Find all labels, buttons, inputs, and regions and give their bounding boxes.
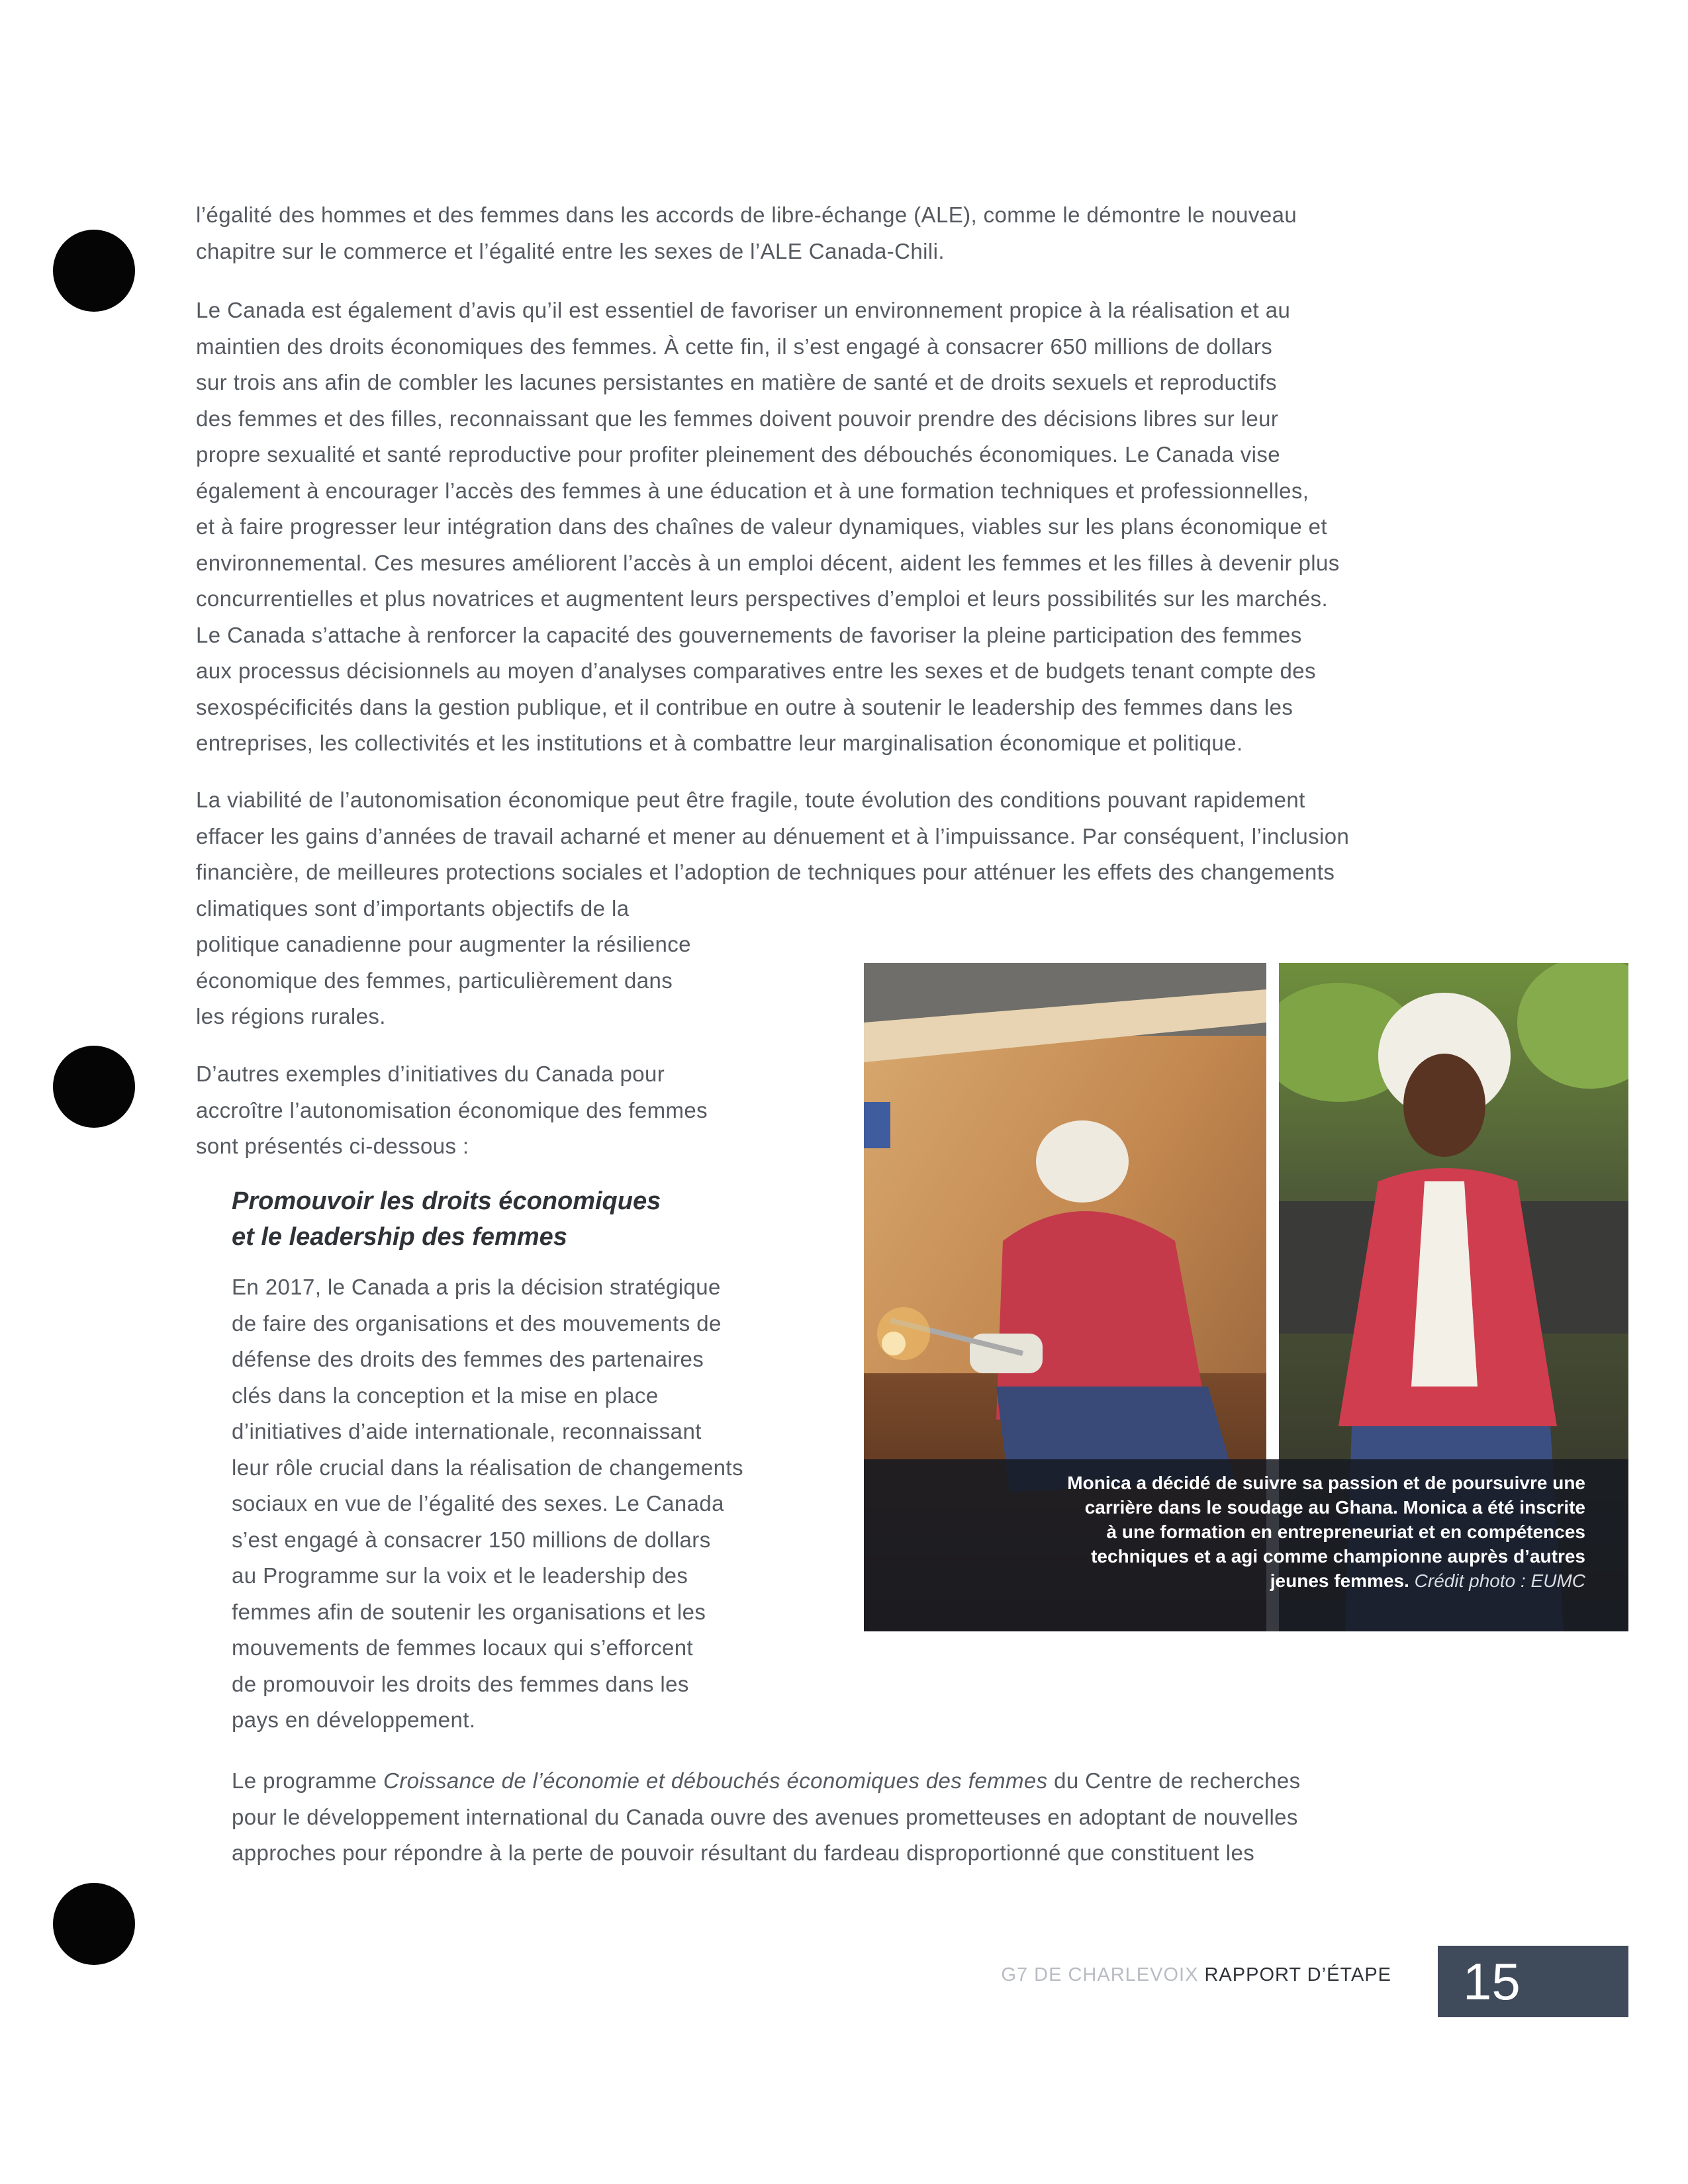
- paragraph-economic-rights: [196, 293, 1340, 762]
- text-line: clés dans la conception et la mise en place: [232, 1383, 659, 1408]
- binder-hole-middle: [53, 1046, 135, 1128]
- page-number: 15: [1463, 1952, 1521, 2011]
- text-line: des femmes et des filles, reconnaissant que les femmes doivent pouvoir prendre des décisions libres sur leur: [196, 406, 1279, 431]
- text-line: chapitre sur le commerce et l’égalité entre les sexes de l’ALE Canada-Chili.: [196, 238, 945, 263]
- text-line: s’est engagé à consacrer 150 millions de dollars: [232, 1527, 711, 1552]
- text-line: Le programme Croissance de l’économie et débouchés économiques des femmes du Centre de recherches: [232, 1768, 1301, 1793]
- binder-hole-bottom: [53, 1883, 135, 1965]
- footer-title: RAPPORT D’ÉTAPE: [1204, 1964, 1391, 1985]
- text-line: et à faire progresser leur intégration dans des chaînes de valeur dynamiques, viables sur les plans économique et: [196, 514, 1327, 539]
- text-line: leur rôle crucial dans la réalisation de changements: [232, 1455, 743, 1480]
- footer-report-title: [1001, 1964, 1391, 1986]
- text-line: sur trois ans afin de combler les lacunes persistantes en matière de santé et de droits sexuels et reproductifs: [196, 370, 1277, 394]
- footer-series: G7 DE CHARLEVOIX: [1001, 1964, 1199, 1985]
- text-line: financière, de meilleures protections sociales et l’adoption de techniques pour atténuer les effets des changements: [196, 860, 1335, 884]
- text-line: D’autres exemples d’initiatives du Canada pour: [196, 1062, 665, 1086]
- paragraph-voice-leadership: [232, 1269, 743, 1739]
- text-line: pays en développement.: [232, 1707, 476, 1732]
- photo-credit: Crédit photo : EUMC: [1414, 1570, 1585, 1591]
- text-line: maintien des droits économiques des femmes. À cette fin, il s’est engagé à consacrer 650 millions de dollars: [196, 334, 1273, 359]
- text-line: environnemental. Ces mesures améliorent l’accès à un emploi décent, aident les femmes et les filles à devenir plus: [196, 550, 1340, 575]
- text-line: pour le développement international du Canada ouvre des avenues prometteuses en adoptant de nouvelles: [232, 1804, 1298, 1829]
- text-line: femmes afin de soutenir les organisations et les: [232, 1599, 706, 1624]
- subheading-line: Promouvoir les droits économiques: [232, 1187, 661, 1215]
- text-line: de promouvoir les droits des femmes dans les: [232, 1671, 689, 1696]
- section-subheading: [232, 1183, 661, 1255]
- text-line: sont présentés ci-dessous :: [196, 1134, 469, 1158]
- text-line: défense des droits des femmes des partenaires: [232, 1347, 704, 1371]
- caption-line: Monica a décidé de suivre sa passion et de poursuivre une: [1067, 1473, 1585, 1493]
- text-line: approches pour répondre à la perte de pouvoir résultant du fardeau disproportionné que constituent les: [232, 1841, 1255, 1865]
- program-name: Croissance de l’économie et débouchés économiques des femmes: [383, 1768, 1048, 1793]
- text-line: La viabilité de l’autonomisation économique peut être fragile, toute évolution des conditions pouvant rapidement: [196, 788, 1305, 812]
- caption-line: carrière dans le soudage au Ghana. Monica a été inscrite: [1084, 1497, 1585, 1518]
- text-line: au Programme sur la voix et le leadership des: [232, 1563, 688, 1588]
- text-line: également à encourager l’accès des femmes à une éducation et à une formation techniques et professionnelles,: [196, 478, 1309, 503]
- text-line: accroître l’autonomisation économique des femmes: [196, 1097, 708, 1122]
- text-line: entreprises, les collectivités et les institutions et à combattre leur marginalisation économique et politique.: [196, 731, 1243, 755]
- text-line: sexospécificités dans la gestion publique, et il contribue en outre à soutenir le leadership des femmes dans les: [196, 694, 1293, 719]
- subheading-line: et le leadership des femmes: [232, 1223, 567, 1251]
- caption-line: à une formation en entrepreneuriat et en compétences: [1106, 1522, 1585, 1542]
- text-line: de faire des organisations et des mouvements de: [232, 1310, 722, 1336]
- text-line: Le Canada est également d’avis qu’il est essentiel de favoriser un environnement propice à la réalisation et au: [196, 298, 1291, 322]
- text-line: l’égalité des hommes et des femmes dans les accords de libre-échange (ALE), comme le démontre le nouveau: [196, 203, 1297, 227]
- photo-caption: [1067, 1471, 1585, 1593]
- paragraph-idrc-program: [232, 1763, 1301, 1872]
- caption-line: techniques et a agi comme championne auprès d’autres: [1091, 1546, 1585, 1567]
- text-line: concurrentielles et plus novatrices et augmentent leurs perspectives d’emploi et leurs possibilités sur les marchés.: [196, 586, 1329, 611]
- text-line: économique des femmes, particulièrement dans: [196, 968, 673, 993]
- paragraph-intro: [196, 197, 1297, 269]
- caption-line: jeunes femmes. Crédit photo : EUMC: [1270, 1570, 1585, 1591]
- text-line: climatiques sont d’importants objectifs de la: [196, 895, 630, 921]
- text-line: les régions rurales.: [196, 1004, 386, 1028]
- text-line: effacer les gains d’années de travail acharné et mener au dénuement et à l’impuissance. Par conséquent, l’inclusion: [196, 823, 1350, 848]
- text-line: propre sexualité et santé reproductive pour profiter pleinement des débouchés économiques. Le Canada vise: [196, 442, 1280, 467]
- text-line: aux processus décisionnels au moyen d’analyses comparatives entre les sexes et de budgets tenant compte des: [196, 659, 1316, 683]
- binder-hole-top: [53, 230, 135, 312]
- text-line: d’initiatives d’aide internationale, reconnaissant: [232, 1419, 702, 1443]
- paragraph-examples: [196, 1056, 708, 1165]
- text-line: sociaux en vue de l’égalité des sexes. Le Canada: [232, 1491, 724, 1516]
- text-line: politique canadienne pour augmenter la résilience: [196, 932, 691, 956]
- text-line: mouvements de femmes locaux qui s’efforcent: [232, 1635, 694, 1660]
- text-line: En 2017, le Canada a pris la décision stratégique: [232, 1275, 721, 1299]
- text-line: Le Canada s’attache à renforcer la capacité des gouvernements de favoriser la pleine participation des femmes: [196, 622, 1302, 647]
